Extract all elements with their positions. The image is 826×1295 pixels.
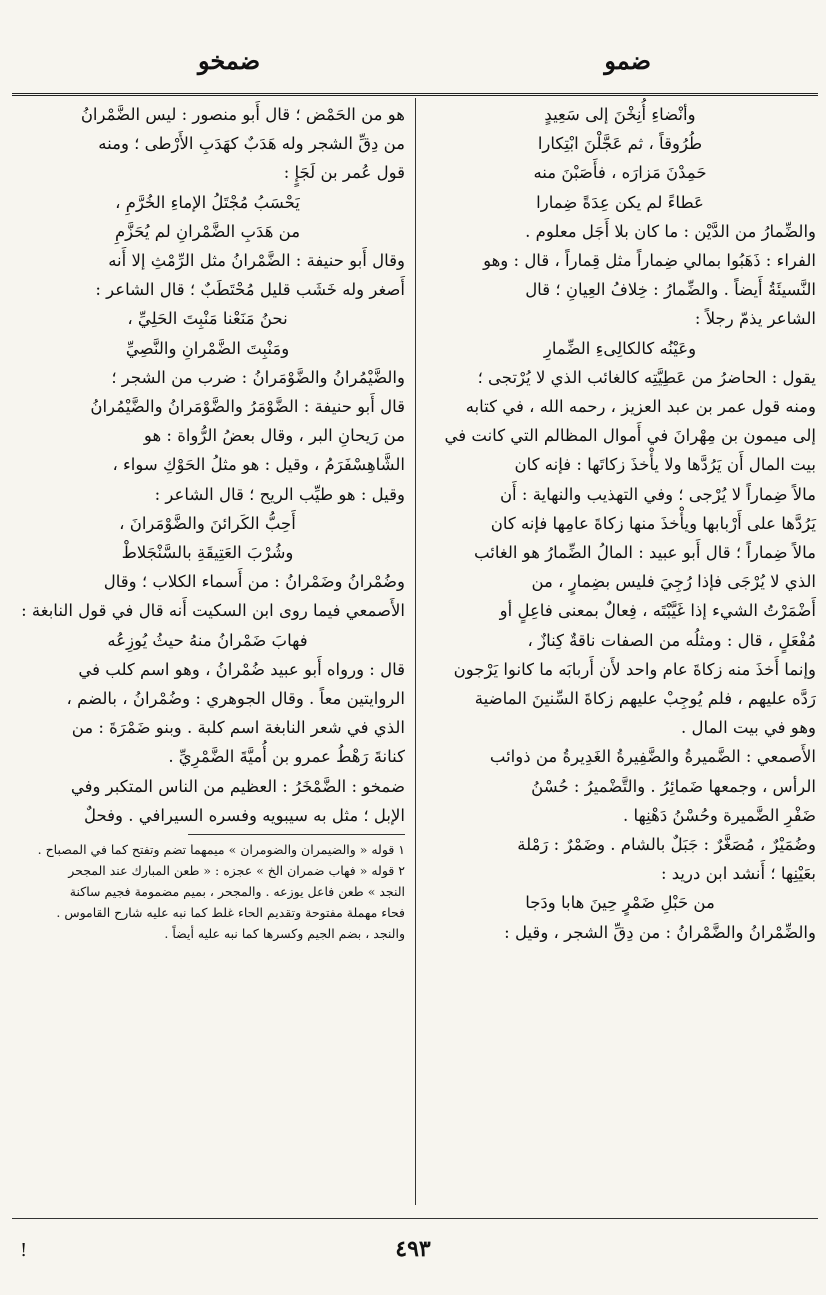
text-line: من دِقِّ الشجر وله هَدَبٌ كهَدَبِ الأَرْطى ؛ ومنه: [98, 134, 405, 154]
text-line: يقول : الحاضرُ من عَطِيَّتِه كالغائب الذي لا يُرْتجى ؛: [477, 367, 816, 387]
footnote-line: فحاء مهملة مفتوحة وتقديم الحاء غلط كما نبه عليه شارح القاموس .: [56, 905, 405, 921]
verse-line: عَطاءً لم يكن عِدَةً ضِمارا: [536, 192, 704, 212]
verse-line: فهابَ ضَمْرانُ منهُ حيثُ يُوزِعُه: [107, 630, 308, 650]
footnote-line: النجد » طعن فاعل يوزعه . والمجحر ، بميم مضمومة فجيم ساكنة: [69, 884, 405, 900]
text-line: هو من الحَمْض ؛ قال أَبو منصور : ليس الضَّمْرانُ: [80, 105, 405, 124]
text-line: بيت المال أَن يَرُدَّها ولا يأْخذَ زكاتَها : فإنه كان: [514, 455, 816, 475]
text-line: الروايتين معاً . وقال الجوهري : وضُمْرانُ ، بالضم ،: [66, 689, 405, 709]
verse-line: أَحِبُّ الكَرائنَ والضَّوْمَرانَ ،: [119, 513, 296, 533]
text-line: الشَّاهِسْفَرَمُ ، وقيل : هو مثلُ الحَوْكِ سواء ،: [112, 455, 405, 475]
footnote-line: ١ قوله « والضيمران والضومران » ميمهما تضم وتفتح كما في المصباح .: [37, 842, 405, 858]
text-line: النَّسيئَةُ أَيضاً . والضِّمارُ : خِلافُ العِيانِ ؛ قال: [525, 280, 816, 300]
text-line: والضَّيْمُرانُ والضَّوْمَرانُ : ضرب من الشجر ؛: [111, 367, 405, 387]
text-line: وإنما أَخذَ منه زكاةَ عام واحد لأَن أَربابَه ما كانوا يَرْجون: [453, 659, 816, 679]
left-column: [10, 100, 405, 944]
text-line: قول عُمر بن لَجَإٍ :: [283, 163, 405, 183]
text-line: وقيل : هو طيِّب الريح ؛ قال الشاعر :: [154, 484, 405, 504]
text-line: والضِّمْرانُ والضَّمْرانُ : من دِقِّ الشجر ، وقيل :: [504, 922, 816, 942]
text-line: الذي في شعر النابغة اسم كلبة . وبنو ضَمْرَةَ : من: [71, 718, 405, 738]
verse-line: طُرُوقاً ، ثم عَجَّلْنَ ابْتِكارا: [537, 134, 703, 154]
text-line: إلى ميمون بن مِهْرانَ في أَموال المظالم التي كانت في: [444, 426, 816, 446]
right-column: [424, 100, 816, 947]
verse-line: من حَبْلِ ضَمْرٍ حِينَ هابا ودَجا: [525, 893, 715, 913]
footnote-line: ٢ قوله « فهاب ضمران الخ » عجزه : « طعن المبارك عند المجحر: [68, 863, 405, 879]
verse-line: يَحْسَبُ مُجْتَلُ الإماءِ الخُرَّمِ ،: [115, 192, 300, 212]
column-divider: [415, 98, 416, 1205]
header-left-word: ضمخو: [198, 46, 261, 75]
verse-line: ومَنْبِتَ الضَّمْرانِ والنَّصِيِّ: [125, 338, 290, 358]
text-line: أَصغر وله خَشَب قليل مُحْتَطَبٌ ؛ قال الشاعر :: [95, 280, 405, 300]
page-number: ٤٩٣: [395, 1236, 431, 1262]
text-line: الذي لا يُرْجَى فإذا رُجِيَ فليس بضِمارٍ ، من: [531, 572, 816, 592]
text-line: ضَفْرِ الضَّميرة وحُسْنُ دَهْنِها .: [623, 805, 816, 825]
verse-line: حَمِدْنَ مَزارَه ، فأَصَبْنَ منه: [533, 163, 707, 183]
text-line: مالاً ضِماراً ؛ قال أَبو عبيد : المالُ الضِّمارُ هو الغائب: [474, 543, 816, 563]
text-line: الرأس ، وجمعها ضَمائِرُ . والتَّضْميرُ : حُسْنُ: [531, 776, 816, 796]
header-rule: [12, 93, 818, 96]
verse-line: من هَدَبِ الضَّمْرانِ لم يُحَزَّمِ: [114, 221, 301, 241]
footnote-line: والنجد ، بضم الجيم وكسرها كما نبه عليه أيضاً .: [164, 926, 405, 942]
text-line: بعَيْنِها ؛ أَنشد ابن دريد :: [660, 864, 816, 884]
text-line: رَدَّه عليهم ، فلم يُوجِبْ عليهم زكاةَ السِّنينَ الماضية: [474, 689, 816, 709]
text-line: الشاعر يذمّ رجلاً :: [694, 309, 816, 329]
text-line: يَرُدَّها على أَرْبابها ويأْخذَ منها زكاةَ عامِها فإنه كان: [490, 513, 816, 533]
text-line: وضُمْرانُ وضَمْرانُ : من أَسماء الكلاب ؛ وقال: [103, 572, 405, 592]
text-line: الأَصمعي فيما روى ابن السكيت أَنه قال في قول النابغة :: [21, 601, 405, 621]
entry-headword-line: ضمخو : الضَّمْخَرُ : العظيم من الناس المتكبر وفي: [70, 776, 405, 796]
text-line: الأَصمعي : الضَّميرةُ والضَّفِيرةُ الغَدِيرةُ من ذوائب: [489, 747, 816, 767]
verse-line: وشُرْبَ العَتِيقَةِ بالسَّنْجَلاطْ: [121, 543, 294, 563]
text-line: قال أَبو حنيفة : الضَّوْمَرُ والضَّوْمَرانُ والضَّيْمُرانُ: [90, 397, 405, 417]
text-line: مُفْعَلٍ ، قال : ومثلُه من الصفات ناقةٌ كِنازٌ ،: [527, 630, 816, 650]
margin-mark: !: [20, 1240, 28, 1261]
verse-line: وعَيْنُه كالكالِىءِ الضِّمارِ: [543, 338, 697, 358]
text-line: من رَيحانِ البر ، وقال بعضُ الرُّواة : هو: [143, 426, 405, 446]
text-line: والضِّمارُ من الدَّيْن : ما كان بلا أَجَل معلوم .: [525, 221, 816, 241]
text-line: وضُمَيْرٌ ، مُصَغَّرٌ : جَبَلٌ بالشام . وضَمْرٌ : رَمْلة: [517, 835, 816, 855]
verse-line: نحنُ مَنَعْنا مَنْبِتَ الحَلِيِّ ،: [127, 309, 288, 329]
text-line: الفراء : ذَهَبُوا بمالي ضِماراً مثل قِماراً ، قال : وهو: [483, 251, 816, 271]
text-line: الإبل ؛ مثل به سيبويه وفسره السيرافي . وفحلٌ: [84, 805, 405, 825]
text-line: وقال أَبو حنيفة : الضَّمْرانُ مثل الرِّمْثِ إلا أَنه: [108, 251, 405, 271]
text-line: قال : ورواه أَبو عبيد ضُمْرانُ ، وهو اسم كلب في: [78, 659, 405, 679]
text-line: أَضْمَرْتُ الشيء إذا غَيَّبْتَه ، فِعالٌ بمعنى فاعِلٍ أو: [499, 601, 816, 621]
text-line: كنانةَ رَهْطُ عمرو بن أُميَّةَ الضَّمْرِيِّ .: [168, 747, 405, 767]
text-line: مالاً ضِماراً لا يُرْجى ؛ وفي التهذيب والنهاية : أَن: [499, 484, 816, 504]
text-line: ومنه قول عمر بن عبد العزيز ، رحمه الله ، في كتابه: [465, 397, 816, 417]
text-line: وهو في بيت المال .: [681, 718, 816, 738]
footer-rule: [12, 1218, 818, 1219]
page-header: [0, 38, 826, 90]
footnote-rule: [188, 834, 405, 835]
header-right-word: ضمو: [604, 46, 651, 75]
verse-line: وأنْضاءِ أُنِخْنَ إلى سَعِيدٍ: [544, 105, 696, 124]
